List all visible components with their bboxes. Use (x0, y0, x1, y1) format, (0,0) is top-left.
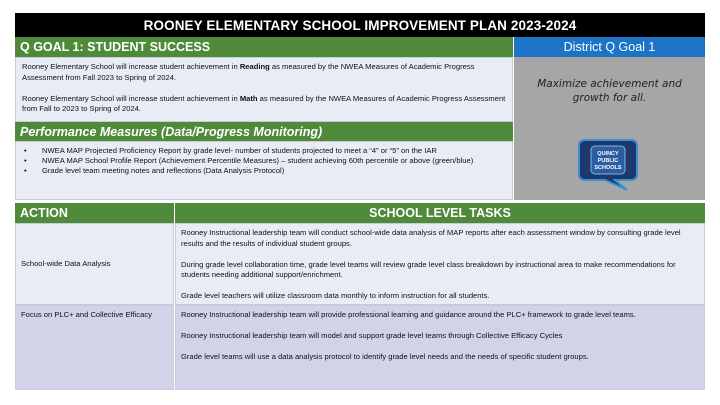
tasks-column-header: SCHOOL LEVEL TASKS (175, 203, 705, 223)
table-row (15, 305, 705, 390)
logo-line-1: QUINCY (597, 151, 619, 157)
task-item: During grade level collaboration time, grade level teams will review grade level class breakdown by instructional area to make recommendations for students needing additional support/enrichment. (181, 259, 676, 279)
district-goal-panel (514, 57, 705, 200)
tasks-cell (175, 223, 705, 305)
logo-line-3: SCHOOLS (594, 165, 622, 171)
performance-item: • NWEA MAP Projected Proficiency Report by grade level- number of students projected to meet a “4” or “5” on the IAR (24, 146, 506, 156)
reading-keyword: Reading (239, 62, 270, 71)
action-column-header: ACTION (15, 203, 174, 223)
goal-heading: Q GOAL 1: STUDENT SUCCESS (15, 37, 513, 57)
reading-goal-text: Rooney Elementary School will increase student achievement in Reading as measured by the NWEA Measures of Academic Progress Assessment from Fall 2023 to Spring of 2024. (22, 62, 475, 82)
action-cell: School-wide Data Analysis (15, 223, 174, 305)
task-item: Grade level teams will use a data analysis protocol to identify grade level needs and the needs of specific student groups. (181, 352, 589, 361)
district-goal-heading: District Q Goal 1 (514, 37, 705, 57)
performance-item: • Grade level team meeting notes and reflections (Data Analysis Protocol) (24, 166, 506, 176)
tasks-cell (175, 305, 705, 390)
math-keyword: Math (239, 93, 258, 103)
task-item: Rooney Instructional leadership team will model and support grade level teams through Collective Efficacy Cycles (181, 331, 563, 340)
action-cell: Focus on PLC+ and Collective Efficacy (15, 305, 174, 390)
performance-item: • NWEA MAP School Profile Report (Achievement Percentile Measures) – student achieving 60th percentile or above (green/blue) (24, 156, 506, 166)
math-goal-text: Rooney Elementary School will increase student achievement in Math as measured by the NWEA Measures of Academic Progress Assessment from Fall to 2023 to Spring of 2024. (22, 93, 506, 113)
performance-measures-heading: Performance Measures (Data/Progress Monitoring) (15, 122, 513, 141)
performance-measures-list (15, 141, 513, 200)
table-row (15, 223, 705, 305)
logo-line-2: PUBLIC (597, 158, 619, 164)
plan-title: ROONEY ELEMENTARY SCHOOL IMPROVEMENT PLAN 2023-2024 (15, 13, 705, 37)
quincy-public-schools-logo-icon (577, 136, 639, 191)
district-goal-text: Maximize achievement and growth for all. (537, 78, 682, 104)
task-item: Rooney Instructional leadership team will conduct school-wide data analysis of MAP reports after each assessment window by consulting grade level results and the results of individual student groups. (181, 228, 681, 248)
task-item: Grade level teachers will utilize classroom data monthly to inform instruction for all students. (181, 291, 490, 300)
task-item: Rooney Instructional leadership team will provide professional learning and guidance around the PLC+ framework to grade level teams. (181, 310, 636, 319)
goal-description (15, 57, 513, 122)
